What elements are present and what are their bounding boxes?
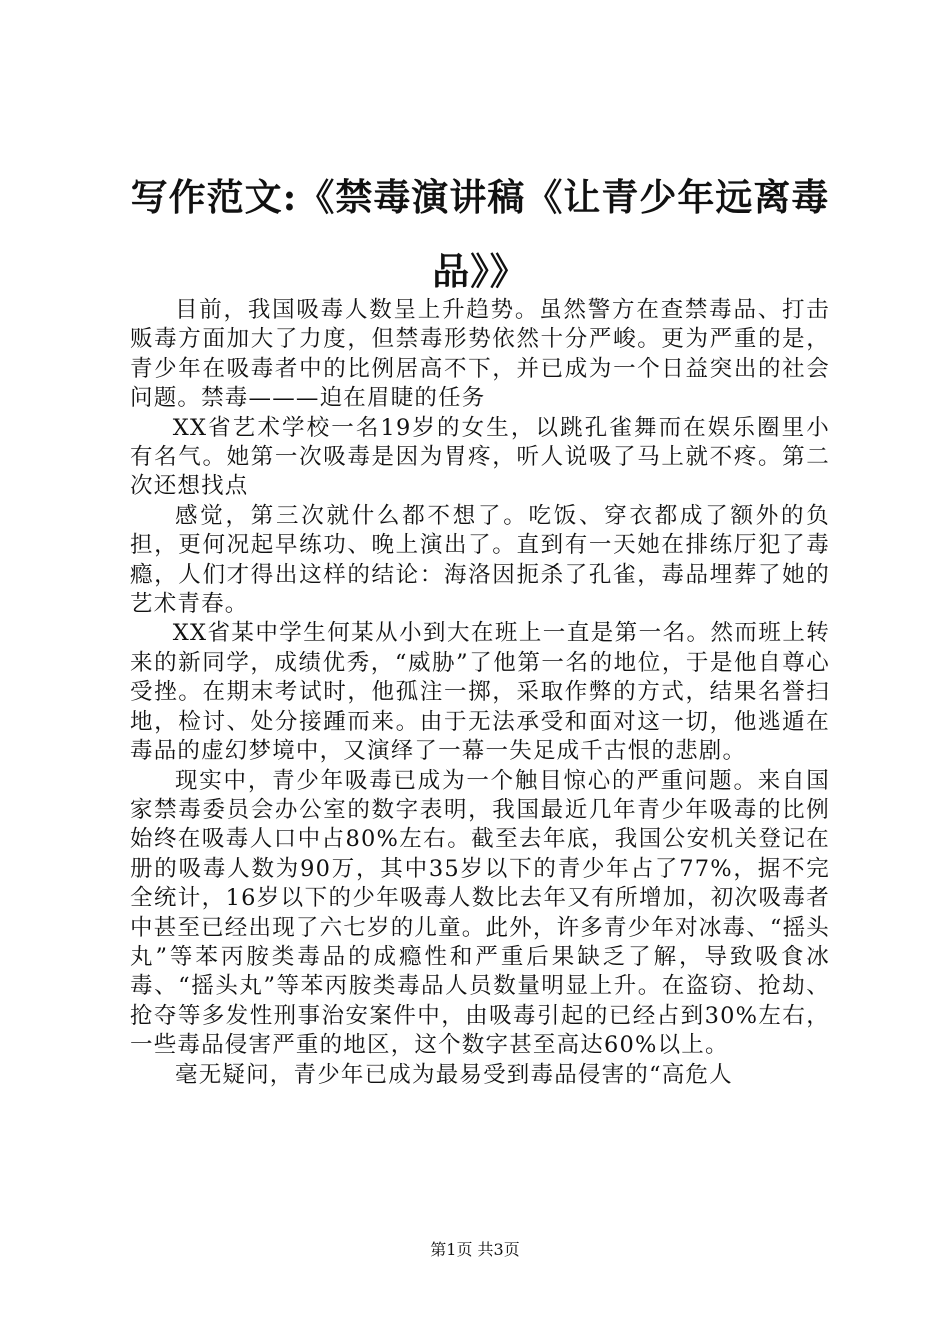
- paragraph: XX省艺术学校一名19岁的女生，以跳孔雀舞而在娱乐圈里小有名气。她第一次吸毒是因为胃疼，听人说吸了马上就不疼。第二次还想找点: [130, 414, 830, 500]
- paragraph: 目前，我国吸毒人数呈上升趋势。虽然警方在查禁毒品、打击贩毒方面加大了力度，但禁毒形势依然十分严峻。更为严重的是，青少年在吸毒者中的比例居高不下，并已成为一个日益突出的社会问题。禁毒———迫在眉睫的任务: [130, 297, 830, 412]
- paragraph: 毫无疑问，青少年已成为最易受到毒品侵害的“高危人: [175, 1061, 733, 1088]
- document-body: [130, 296, 830, 1090]
- paragraph: 感觉，第三次就什么都不想了。吃饭、穿衣都成了额外的负担，更何况起早练功、晚上演出了。直到有一天她在排练厅犯了毒瘾，人们才得出这样的结论：海洛因扼杀了孔雀，毒品埋葬了她的艺术青春。: [130, 502, 830, 618]
- page-footer: 第1页 共3页: [430, 1240, 520, 1259]
- document-title: 写作范文:《禁毒演讲稿《让青少年远离毒品》》: [130, 175, 830, 293]
- paragraph: XX省某中学生何某从小到大在班上一直是第一名。然而班上转来的新同学，成绩优秀，“威胁”了他第一名的地位，于是他自尊心受挫。在期末考试时，他孤注一掷，采取作弊的方式，结果名誉扫地，检讨、处分接踵而来。由于无法承受和面对这一切，他逃遁在毒品的虚幻梦境中，又演绎了一幕一失足成千古恨的悲剧。: [130, 620, 830, 765]
- paragraph: 现实中，青少年吸毒已成为一个触目惊心的严重问题。来自国家禁毒委员会办公室的数字表明，我国最近几年青少年吸毒的比例始终在吸毒人口中占80%左右。截至去年底，我国公安机关登记在册的吸毒人数为90万，其中35岁以下的青少年占了77%，据不完全统计，16岁以下的少年吸毒人数比去年又有所增加，初次吸毒者中甚至已经出现了六七岁的儿童。此外，许多青少年对冰毒、“摇头丸”等苯丙胺类毒品的成瘾性和严重后果缺乏了解，导致吸食冰毒、“摇头丸”等苯丙胺类毒品人员数量明显上升。在盗窃、抢劫、抢夺等多发性刑事治安案件中，由吸毒引起的已经占到30%左右，一些毒品侵害严重的地区，这个数字甚至高达60%以上。: [130, 767, 831, 1059]
